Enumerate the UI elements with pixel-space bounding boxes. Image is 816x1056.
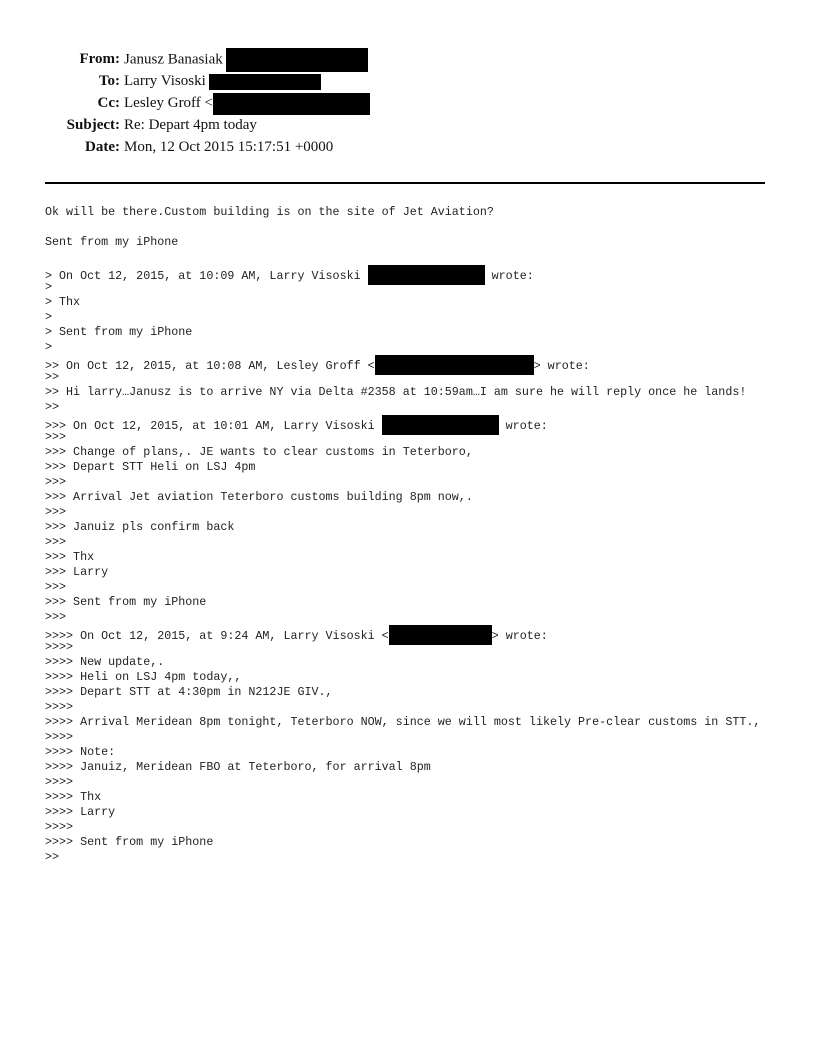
body-line: Ok will be there.Custom building is on the site of Jet Aviation? [45,205,494,219]
redaction-block [209,74,321,90]
redaction-block [375,355,534,375]
quote-header-line: > On Oct 12, 2015, at 10:09 AM, Larry Visoski wrote: [45,265,775,280]
body-line: >>>> [45,820,74,834]
cc-value: Lesley Groff < [124,95,213,111]
email-body [45,205,775,865]
body-line: >>>> Thx [45,790,102,804]
body-line: >>>> [45,700,74,714]
body-line: >>> Change of plans,. JE wants to clear customs in Teterboro, [45,445,473,459]
redaction-block [382,415,499,435]
body-line: > Thx [45,295,81,309]
body-line: >> Hi larry…Janusz is to arrive NY via Delta #2358 at 10:59am…I am sure he will reply once he lands! [45,385,747,399]
body-line: >>>> Depart STT at 4:30pm in N212JE GIV., [45,685,333,699]
body-line: >>> Januiz pls confirm back [45,520,235,534]
subject-label: Subject: [66,117,120,133]
body-line: >> [45,370,60,384]
body-line: >>> Depart STT Heli on LSJ 4pm [45,460,256,474]
body-line: > Sent from my iPhone [45,325,193,339]
body-line: >>> [45,580,67,594]
from-row [0,48,816,70]
body-line: >>>> [45,640,74,654]
body-line: >> [45,400,60,414]
body-line: >>> [45,475,67,489]
quote-header-line: >> On Oct 12, 2015, at 10:08 AM, Lesley Groff < > wrote: [45,355,775,370]
body-line: >>>> Arrival Meridean 8pm tonight, Teterboro NOW, since we will most likely Pre-clear customs in STT., [45,715,761,729]
redaction-block [389,625,492,645]
body-line: > [45,280,53,294]
body-line: >>> [45,505,67,519]
quote-header-line: >>>> On Oct 12, 2015, at 9:24 AM, Larry Visoski < > wrote: [45,625,775,640]
cc-row [0,92,816,114]
body-line: > [45,310,53,324]
date-row [0,136,816,158]
body-line: >>> Larry [45,565,109,579]
date-value: Mon, 12 Oct 2015 15:17:51 +0000 [124,139,334,155]
date-label: Date: [85,139,120,155]
body-line: >>>> Januiz, Meridean FBO at Teterboro, for arrival 8pm [45,760,431,774]
quote-header-line: >>> On Oct 12, 2015, at 10:01 AM, Larry Visoski wrote: [45,415,775,430]
to-row [0,70,816,92]
from-label: From: [79,51,120,67]
redaction-block [368,265,485,285]
body-line: >>> Thx [45,550,95,564]
cc-label: Cc: [97,95,120,111]
body-line: >>>> Larry [45,805,116,819]
body-line: Sent from my iPhone [45,235,179,249]
body-line: >>> [45,535,67,549]
subject-value: Re: Depart 4pm today [124,117,257,133]
body-line: >>>> Heli on LSJ 4pm today,, [45,670,242,684]
body-line: >>>> Note: [45,745,116,759]
body-line: >>>> New update,. [45,655,165,669]
body-line: >>>> [45,775,74,789]
redaction-block [226,48,368,72]
email-header [0,48,816,158]
body-line: >>>> Sent from my iPhone [45,835,214,849]
body-line: >>> Sent from my iPhone [45,595,207,609]
subject-row [0,114,816,136]
body-line: > [45,340,53,354]
body-line: >> [45,850,60,864]
body-line: >>> [45,430,67,444]
body-line: >>>> [45,730,74,744]
body-line: >>> [45,610,67,624]
from-value: Janusz Banasiak [124,51,223,68]
header-divider [45,182,765,184]
to-label: To: [98,73,120,89]
to-value: Larry Visoski [124,73,206,89]
redaction-block [213,93,370,115]
body-line: >>> Arrival Jet aviation Teterboro customs building 8pm now,. [45,490,473,504]
